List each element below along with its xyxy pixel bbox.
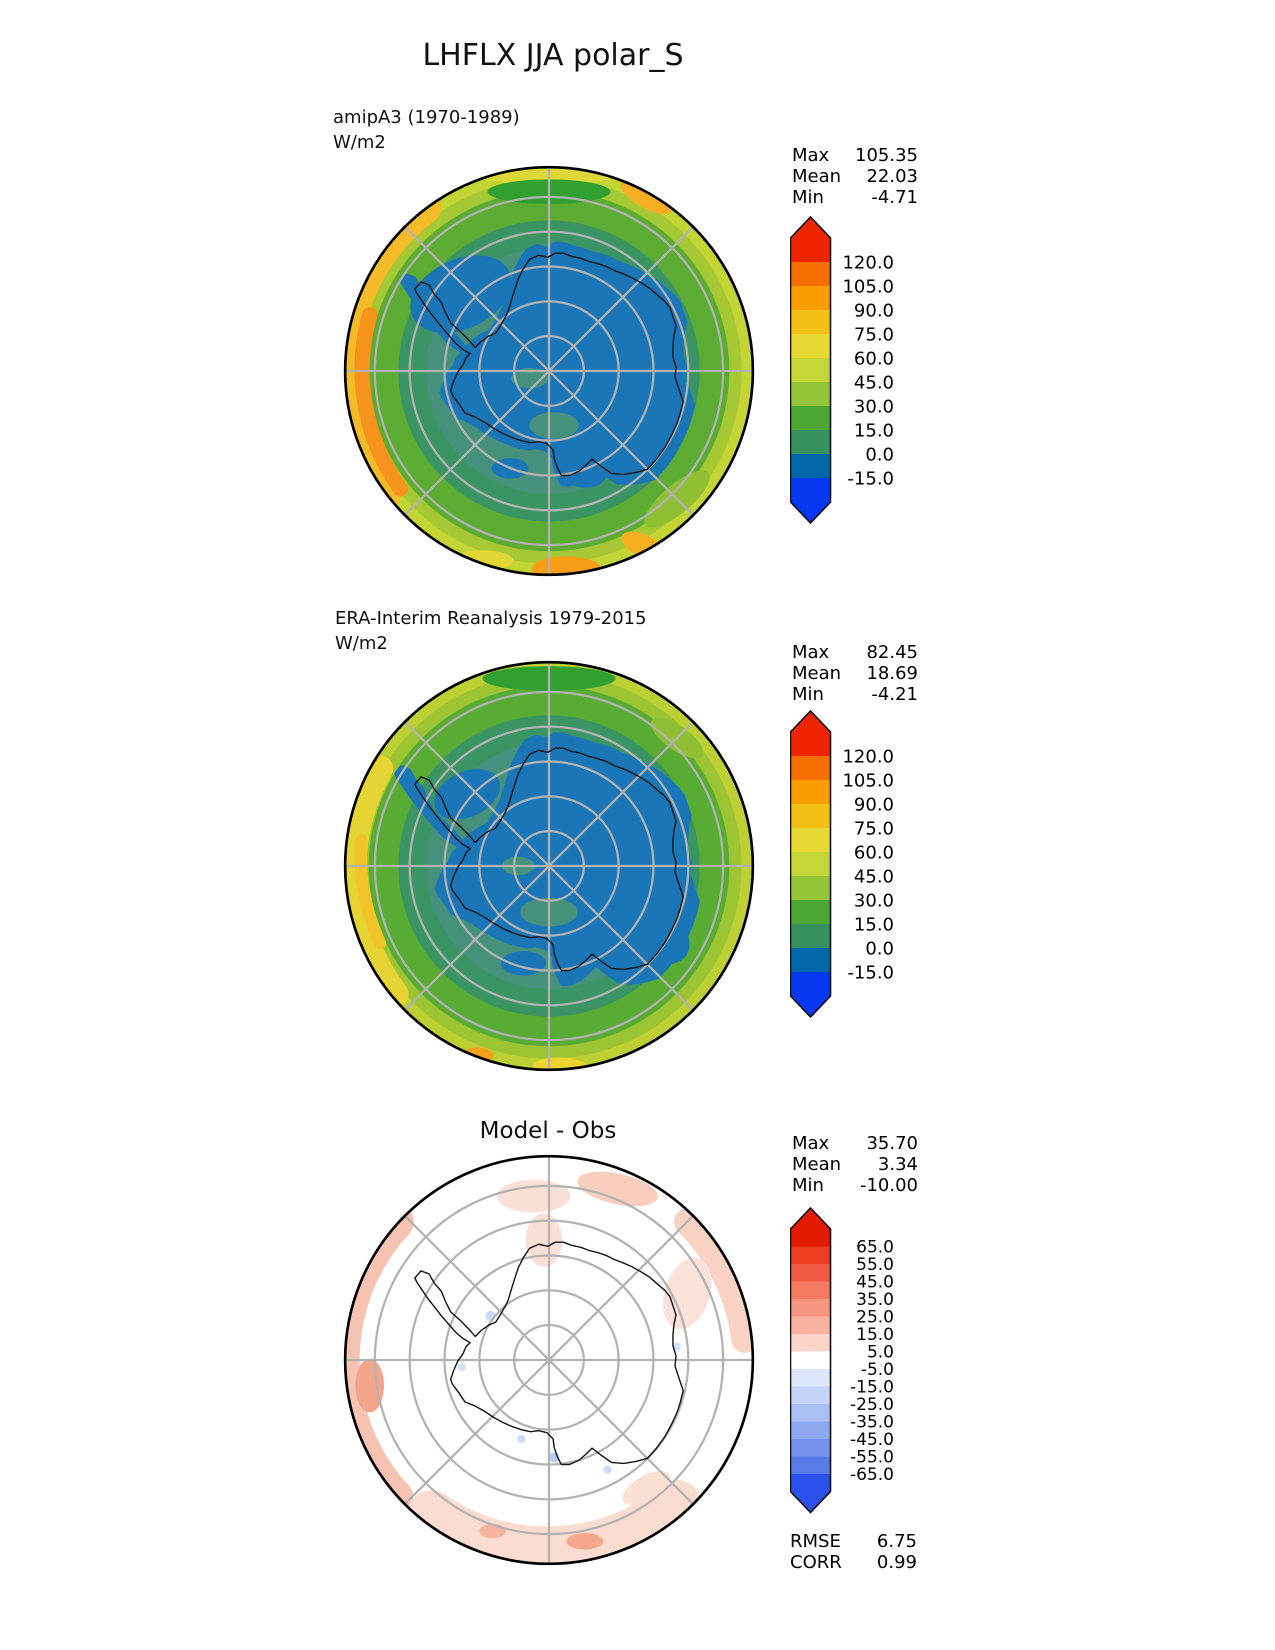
- panel1-stats: [792, 145, 918, 208]
- colorbar-segment: [791, 334, 831, 359]
- colorbar-segment: [791, 478, 831, 503]
- colorbar-tick-label: 65.0: [856, 1237, 894, 1258]
- colorbar-segment: [791, 924, 831, 949]
- colorbar-svg: [790, 216, 925, 526]
- colorbar-segment: [791, 1229, 831, 1247]
- panel1-units-label: W/m2: [333, 132, 386, 153]
- colorbar-segment: [791, 828, 831, 853]
- colorbar-tick-label: 60.0: [853, 842, 894, 864]
- colorbar-tick-label: 75.0: [853, 818, 894, 840]
- stat-row: [792, 145, 918, 166]
- colorbar-segment: [791, 262, 831, 287]
- map-model-layers: [339, 161, 759, 581]
- colorbar-segment: [791, 286, 831, 311]
- colorbar-svg: [790, 1207, 925, 1516]
- stat-row: [790, 1531, 917, 1552]
- stat-label: Mean: [792, 663, 842, 684]
- colorbar-segment: [791, 1352, 831, 1370]
- map-diff-layers: [339, 1150, 759, 1570]
- panel2-dataset-label: ERA-Interim Reanalysis 1979-2015: [335, 608, 647, 629]
- colorbar-tick-label: 15.0: [853, 914, 894, 936]
- stat-label: Max: [792, 1133, 830, 1154]
- colorbar-tick-label: 120.0: [842, 746, 894, 768]
- stat-row: [792, 1133, 918, 1154]
- footer-stats: [790, 1531, 917, 1573]
- colorbar-segment: [791, 310, 831, 335]
- stat-value: 35.70: [866, 1133, 918, 1154]
- colorbar-tick-label: -15.0: [847, 468, 894, 490]
- map-model-polar: [339, 161, 759, 581]
- colorbar-segment: [791, 1334, 831, 1352]
- colorbar-tick-label: 15.0: [856, 1325, 894, 1346]
- stat-value: 6.75: [876, 1531, 917, 1552]
- colorbar-model: [790, 216, 925, 526]
- stat-row: [792, 1154, 918, 1175]
- map-diff-polar: [339, 1150, 759, 1570]
- stat-row: [792, 187, 918, 208]
- colorbar-segment: [791, 732, 831, 757]
- panel1-dataset-label: amipA3 (1970-1989): [333, 107, 520, 128]
- stat-value: 82.45: [866, 642, 918, 663]
- colorbar-segment: [791, 358, 831, 383]
- stat-label: Min: [792, 187, 824, 208]
- colorbar-tick-label: -45.0: [850, 1430, 894, 1451]
- colorbar-segment: [791, 1369, 831, 1387]
- stat-label: Min: [792, 1175, 824, 1196]
- colorbar-segment: [791, 238, 831, 263]
- map-obs-layers: [339, 656, 759, 1076]
- stat-value: 3.34: [877, 1154, 918, 1175]
- colorbar-segment: [791, 1264, 831, 1282]
- stat-value: 22.03: [866, 166, 918, 187]
- stat-row: [792, 166, 918, 187]
- stat-label: CORR: [790, 1552, 842, 1573]
- panel2-units-label: W/m2: [335, 633, 388, 654]
- panel2-stats: [792, 642, 918, 705]
- stat-value: 18.69: [866, 663, 918, 684]
- stat-label: Mean: [792, 166, 842, 187]
- stat-value: -10.00: [859, 1175, 918, 1196]
- colorbar-tick-label: 105.0: [842, 276, 894, 298]
- colorbar-segment: [791, 1422, 831, 1440]
- panel2-label: [335, 606, 647, 656]
- page-title: LHFLX JJA polar_S: [422, 38, 684, 73]
- colorbar-diff: [790, 1207, 925, 1516]
- colorbar-tick-label: 75.0: [853, 324, 894, 346]
- colorbar-segment: [791, 1317, 831, 1335]
- stat-label: Min: [792, 684, 824, 705]
- map-obs-polar: [339, 656, 759, 1076]
- colorbar-segment: [791, 382, 831, 407]
- colorbar-segment: [791, 1387, 831, 1405]
- stat-row: [792, 642, 918, 663]
- colorbar-tick-label: 105.0: [842, 770, 894, 792]
- stat-label: RMSE: [790, 1531, 841, 1552]
- colorbar-obs: [790, 710, 925, 1020]
- stat-value: -4.71: [871, 187, 918, 208]
- colorbar-tick-label: -5.0: [860, 1360, 894, 1381]
- colorbar-segment: [791, 948, 831, 973]
- stat-value: -4.21: [871, 684, 918, 705]
- colorbar-segment: [791, 876, 831, 901]
- colorbar-arrow-down: [791, 996, 831, 1017]
- colorbar-segment: [791, 804, 831, 829]
- colorbar-segment: [791, 972, 831, 997]
- stat-row: [792, 684, 918, 705]
- colorbar-tick-label: 60.0: [853, 348, 894, 370]
- colorbar-tick-label: 90.0: [853, 794, 894, 816]
- colorbar-segment: [791, 1474, 831, 1492]
- stat-label: Max: [792, 642, 830, 663]
- stat-value: 0.99: [876, 1552, 917, 1573]
- colorbar-tick-label: -55.0: [850, 1447, 894, 1468]
- colorbar-tick-label: -35.0: [850, 1412, 894, 1433]
- colorbar-tick-label: -15.0: [847, 962, 894, 984]
- stat-label: Max: [792, 145, 830, 166]
- colorbar-tick-label: 30.0: [853, 890, 894, 912]
- colorbar-segment: [791, 756, 831, 781]
- colorbar-tick-label: 30.0: [853, 396, 894, 418]
- colorbar-segment: [791, 406, 831, 431]
- colorbar-svg: [790, 710, 925, 1020]
- colorbar-arrow-up: [791, 217, 831, 238]
- colorbar-tick-label: 0.0: [865, 938, 894, 960]
- colorbar-arrow-down: [791, 1492, 831, 1513]
- stat-row: [792, 663, 918, 684]
- colorbar-tick-label: 0.0: [865, 444, 894, 466]
- colorbar-segment: [791, 454, 831, 479]
- colorbar-tick-label: 90.0: [853, 300, 894, 322]
- stat-label: Mean: [792, 1154, 842, 1175]
- colorbar-tick-label: -15.0: [850, 1377, 894, 1398]
- panel3-stats: [792, 1133, 918, 1196]
- colorbar-segment: [791, 1299, 831, 1317]
- colorbar-arrow-down: [791, 502, 831, 523]
- panel3-title: Model - Obs: [479, 1118, 617, 1144]
- colorbar-segment: [791, 1439, 831, 1457]
- panel1-label: [333, 105, 520, 155]
- colorbar-segment: [791, 780, 831, 805]
- colorbar-tick-label: 5.0: [866, 1342, 894, 1363]
- colorbar-tick-label: 55.0: [856, 1255, 894, 1276]
- colorbar-segment: [791, 1404, 831, 1422]
- colorbar-segment: [791, 430, 831, 455]
- colorbar-tick-label: -25.0: [850, 1395, 894, 1416]
- colorbar-segment: [791, 1247, 831, 1265]
- colorbar-tick-label: -65.0: [850, 1465, 894, 1486]
- stat-value: 105.35: [855, 145, 918, 166]
- colorbar-segment: [791, 1282, 831, 1300]
- colorbar-tick-label: 35.0: [856, 1290, 894, 1311]
- colorbar-tick-label: 15.0: [853, 420, 894, 442]
- colorbar-segment: [791, 1457, 831, 1475]
- colorbar-arrow-up: [791, 1208, 831, 1229]
- colorbar-tick-label: 45.0: [853, 372, 894, 394]
- colorbar-tick-label: 45.0: [853, 866, 894, 888]
- stat-row: [790, 1552, 917, 1573]
- colorbar-segment: [791, 852, 831, 877]
- colorbar-arrow-up: [791, 711, 831, 732]
- colorbar-tick-label: 45.0: [856, 1272, 894, 1293]
- colorbar-tick-label: 120.0: [842, 252, 894, 274]
- colorbar-segment: [791, 900, 831, 925]
- colorbar-tick-label: 25.0: [856, 1307, 894, 1328]
- stat-row: [792, 1175, 918, 1196]
